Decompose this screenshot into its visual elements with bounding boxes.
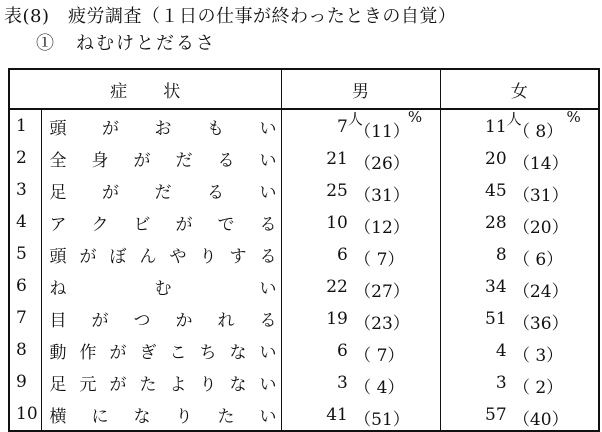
symptom-char: ち xyxy=(199,342,217,363)
female-percent: （ 6） xyxy=(512,250,564,270)
male-percent: （26） xyxy=(354,154,410,174)
table-row xyxy=(9,334,599,366)
symptom-label xyxy=(41,302,281,334)
symptom-char: ク xyxy=(91,214,109,235)
symptom-char: 足 xyxy=(49,182,67,203)
male-value-cell xyxy=(281,238,440,270)
male-percent: （ 7） xyxy=(354,250,405,270)
symptom-text xyxy=(50,242,277,267)
female-count: 3 xyxy=(495,373,507,393)
table-row xyxy=(9,302,599,334)
female-count: 57 xyxy=(485,405,507,425)
row-number: 10 xyxy=(9,398,41,431)
symptom-char: な xyxy=(229,342,247,363)
row-number: 7 xyxy=(9,302,41,334)
symptom-char: よ xyxy=(169,374,187,395)
symptom-char: た xyxy=(139,374,157,395)
row-number: 4 xyxy=(9,206,41,238)
row-number: 2 xyxy=(9,142,41,174)
symptom-char: が xyxy=(91,310,109,331)
row-number: 6 xyxy=(9,270,41,302)
row-number: 5 xyxy=(9,238,41,270)
symptom-text xyxy=(50,274,277,299)
symptom-char: か xyxy=(175,310,193,331)
symptom-char: が xyxy=(109,374,127,395)
symptom-char: お xyxy=(154,118,172,139)
female-count: 11 xyxy=(485,117,507,137)
male-count: 41 xyxy=(326,405,348,425)
symptom-char: る xyxy=(259,310,277,331)
female-count: 4 xyxy=(495,341,507,361)
male-count: 6 xyxy=(337,245,348,265)
header-male: 男 xyxy=(281,69,440,109)
male-count: 21 xyxy=(326,149,348,169)
table-row xyxy=(9,174,599,206)
symptom-char: が xyxy=(109,342,127,363)
symptom-char: い xyxy=(259,342,277,363)
male-count: 6 xyxy=(337,341,348,361)
symptom-text xyxy=(50,338,277,363)
male-percent: （31） xyxy=(354,186,410,206)
header-female: 女 xyxy=(440,69,599,109)
male-count: 22 xyxy=(326,277,348,297)
symptom-char: や xyxy=(169,246,187,267)
unit-person-label: 人 xyxy=(506,110,522,128)
female-value-cell xyxy=(440,302,599,334)
symptom-char: り xyxy=(175,406,193,427)
symptom-char: こ xyxy=(169,342,187,363)
unit-percent-label: % xyxy=(566,108,581,126)
symptom-char: ビ xyxy=(133,214,151,235)
symptom-char: が xyxy=(102,118,119,139)
male-value-cell xyxy=(281,334,440,366)
table-subtitle: ① ねむけとだるさ xyxy=(36,33,216,54)
symptom-char: 足 xyxy=(49,374,67,395)
male-value-cell xyxy=(281,109,440,142)
female-count: 34 xyxy=(485,277,507,297)
female-percent: （31） xyxy=(512,186,569,206)
female-count: 8 xyxy=(495,245,507,265)
unit-percent-label: % xyxy=(407,108,423,126)
female-count: 28 xyxy=(485,213,507,233)
table-row xyxy=(9,109,599,142)
symptom-char: ア xyxy=(49,214,67,235)
symptom-label xyxy=(41,206,281,238)
male-value-cell xyxy=(281,174,440,206)
table-row xyxy=(9,238,599,270)
symptom-char: も xyxy=(207,118,224,139)
female-percent: （20） xyxy=(512,218,569,238)
male-count: 7 xyxy=(337,117,348,137)
male-percent: （51） xyxy=(354,410,410,430)
symptom-char: り xyxy=(199,374,217,395)
symptom-char: る xyxy=(259,246,277,267)
symptom-char: た xyxy=(217,406,235,427)
male-count: 19 xyxy=(326,309,348,329)
male-value-cell xyxy=(281,206,440,238)
symptom-char: が xyxy=(79,246,97,267)
symptom-char: ぼ xyxy=(109,246,127,267)
female-value-cell xyxy=(440,142,599,174)
female-percent: （14） xyxy=(512,154,569,174)
female-percent: （40） xyxy=(512,410,569,430)
male-count: 25 xyxy=(326,181,348,201)
table-header-row xyxy=(9,69,599,109)
symptom-char: 身 xyxy=(91,150,109,171)
table-title: 表(8) 疲労調査（１日の仕事が終わったときの自覚） xyxy=(4,6,457,27)
symptom-char: い xyxy=(259,374,277,395)
symptom-label xyxy=(41,142,281,174)
male-count: 10 xyxy=(326,213,348,233)
female-value-cell xyxy=(440,109,599,142)
row-number: 3 xyxy=(9,174,41,206)
symptom-label xyxy=(41,398,281,431)
symptom-char: な xyxy=(229,374,247,395)
male-value-cell xyxy=(281,142,440,174)
table-row xyxy=(9,142,599,174)
male-percent: （23） xyxy=(354,314,410,334)
symptom-char: で xyxy=(217,214,235,235)
symptom-text xyxy=(50,146,277,171)
symptom-char: 頭 xyxy=(49,246,67,267)
header-symptom: 症状 xyxy=(9,69,281,109)
symptom-text xyxy=(50,210,277,235)
symptom-char: い xyxy=(259,118,277,139)
female-value-cell xyxy=(440,174,599,206)
symptom-label xyxy=(41,366,281,398)
symptom-label xyxy=(41,174,281,206)
symptom-char: 頭 xyxy=(49,118,67,139)
female-value-cell xyxy=(440,334,599,366)
table-row xyxy=(9,270,599,302)
symptom-char: だ xyxy=(154,182,172,203)
symptom-char: す xyxy=(229,246,247,267)
symptom-text xyxy=(50,114,277,139)
symptom-char: ね xyxy=(49,278,67,299)
male-percent: （27） xyxy=(354,282,410,302)
female-value-cell xyxy=(440,206,599,238)
symptom-char: が xyxy=(175,214,193,235)
female-percent: （24） xyxy=(512,282,569,302)
symptom-char: ん xyxy=(139,246,157,267)
symptom-char: い xyxy=(259,182,277,203)
symptom-text xyxy=(50,402,277,427)
female-count: 20 xyxy=(485,149,507,169)
symptom-char: な xyxy=(133,406,151,427)
row-number: 8 xyxy=(9,334,41,366)
male-value-cell xyxy=(281,302,440,334)
male-value-cell xyxy=(281,270,440,302)
symptom-char: 元 xyxy=(79,374,97,395)
female-value-cell xyxy=(440,398,599,431)
female-value-cell xyxy=(440,238,599,270)
row-number: 9 xyxy=(9,366,41,398)
symptom-char: り xyxy=(199,246,217,267)
symptom-label xyxy=(41,109,281,142)
symptom-char: る xyxy=(217,150,235,171)
female-value-cell xyxy=(440,270,599,302)
table-row xyxy=(9,398,599,431)
male-count: 3 xyxy=(337,373,348,393)
male-percent: （11） xyxy=(354,122,410,142)
symptom-char: る xyxy=(207,182,224,203)
symptom-char: に xyxy=(91,406,109,427)
row-number: 1 xyxy=(9,109,41,142)
female-percent: （ 3） xyxy=(512,346,564,366)
male-value-cell xyxy=(281,398,440,431)
symptom-char: 動 xyxy=(49,342,67,363)
male-percent: （ 7） xyxy=(354,346,405,366)
symptom-char: れ xyxy=(217,310,235,331)
symptom-char: い xyxy=(259,150,277,171)
symptom-char: い xyxy=(259,406,277,427)
female-count: 45 xyxy=(485,181,507,201)
fatigue-survey-table xyxy=(8,68,600,432)
male-percent: （12） xyxy=(354,218,410,238)
female-percent: （ 8） xyxy=(512,122,564,142)
symptom-text xyxy=(50,370,277,395)
symptom-char: 全 xyxy=(49,150,67,171)
symptom-char: だ xyxy=(175,150,193,171)
table-row xyxy=(9,366,599,398)
female-value-cell xyxy=(440,366,599,398)
table-row xyxy=(9,206,599,238)
symptom-char: ぎ xyxy=(139,342,157,363)
symptom-label xyxy=(41,238,281,270)
female-percent: （36） xyxy=(512,314,569,334)
symptom-char: い xyxy=(259,278,277,299)
unit-person-label: 人 xyxy=(347,110,363,128)
symptom-text xyxy=(50,178,277,203)
symptom-char: む xyxy=(154,278,172,299)
symptom-char: 目 xyxy=(49,310,67,331)
symptom-char: 作 xyxy=(79,342,97,363)
symptom-char: つ xyxy=(133,310,151,331)
female-percent: （ 2） xyxy=(512,378,564,398)
symptom-char: 横 xyxy=(49,406,67,427)
symptom-char: が xyxy=(133,150,151,171)
symptom-label xyxy=(41,270,281,302)
symptom-char: が xyxy=(102,182,119,203)
symptom-text xyxy=(50,306,277,331)
symptom-label xyxy=(41,334,281,366)
female-count: 51 xyxy=(485,309,507,329)
symptom-char: る xyxy=(259,214,277,235)
male-percent: （ 4） xyxy=(354,378,405,398)
male-value-cell xyxy=(281,366,440,398)
